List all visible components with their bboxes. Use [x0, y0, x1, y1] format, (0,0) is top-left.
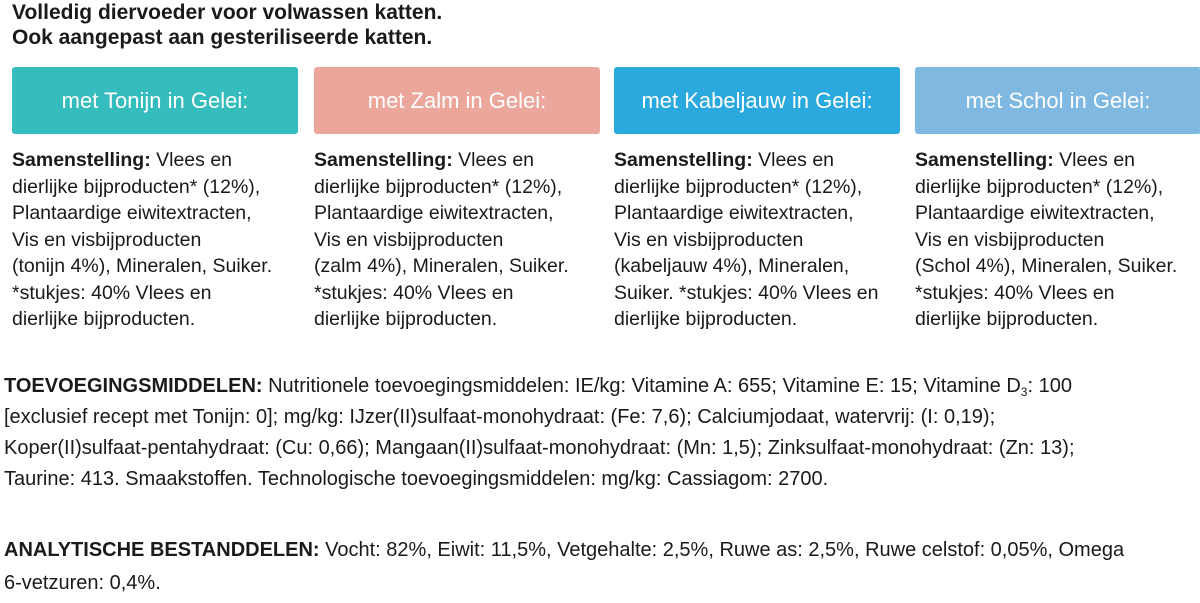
composition-line: dierlijke bijproducten.	[614, 308, 798, 330]
composition-line: Plantaardige eiwitextracten,	[915, 202, 1155, 224]
composition-line: dierlijke bijproducten.	[12, 308, 196, 330]
composition-text	[915, 147, 1185, 333]
column-schol	[915, 67, 1200, 333]
additives-line: Taurine: 413. Smaakstoffen. Technologische toevoegingsmiddelen: mg/kg: Cassiagom: 2700.	[4, 468, 829, 490]
composition-line: (zalm 4%), Mineralen, Suiker.	[314, 255, 569, 277]
additives-line: [exclusief recept met Tonijn: 0]; mg/kg: IJzer(II)sulfaat-monohydraat: (Fe: 7,6); Calciumjodaat, watervrij: (I: 0,19);	[4, 406, 996, 428]
additives-text: : 100	[1027, 375, 1072, 397]
composition-line: *stukjes: 40% Vlees en	[12, 281, 212, 304]
composition-text	[314, 147, 614, 333]
additives-line	[4, 371, 1200, 402]
column-header: met Tonijn in Gelei:	[12, 67, 298, 134]
subscript: 3	[1020, 385, 1028, 399]
composition-line: (kabeljauw 4%), Mineralen,	[614, 255, 850, 277]
intro-text	[12, 0, 442, 50]
composition-line: Vis en visbijproducten	[12, 228, 202, 251]
column-header: met Schol in Gelei:	[915, 67, 1200, 134]
analytic-text: Vocht: 82%, Eiwit: 11,5%, Vetgehalte: 2,5%, Ruwe as: 2,5%, Ruwe celstof: 0,05%, Omega	[319, 539, 1125, 561]
column-tonijn	[12, 67, 298, 333]
analytic-label: ANALYTISCHE BESTANDDELEN:	[4, 539, 320, 561]
analytic-line	[4, 534, 1200, 567]
analytic-section	[4, 534, 1200, 600]
composition-label: Samenstelling:	[614, 149, 753, 171]
composition-line: Vlees en	[752, 149, 835, 171]
composition-line: Plantaardige eiwitextracten,	[314, 202, 554, 224]
composition-label: Samenstelling:	[915, 149, 1054, 171]
composition-label: Samenstelling:	[314, 149, 453, 171]
composition-text	[614, 147, 914, 333]
composition-line: dierlijke bijproducten* (12%),	[915, 175, 1164, 198]
composition-line: *stukjes: 40% Vlees en	[915, 281, 1115, 304]
analytic-line: 6-vetzuren: 0,4%.	[4, 572, 161, 594]
variant-columns	[12, 67, 1200, 337]
composition-label: Samenstelling:	[12, 149, 151, 171]
column-zalm	[314, 67, 600, 333]
composition-line: Vis en visbijproducten	[314, 228, 504, 251]
composition-line: dierlijke bijproducten.	[915, 308, 1099, 330]
composition-text	[12, 147, 312, 333]
composition-line: Vis en visbijproducten	[614, 228, 804, 251]
composition-line: *stukjes: 40% Vlees en	[314, 281, 514, 304]
composition-line: Vlees en	[1053, 149, 1136, 171]
composition-line: Vlees en	[150, 149, 233, 171]
additives-text: Nutritionele toevoegingsmiddelen: IE/kg: Vitamine A: 655; Vitamine E: 15; Vitamine D	[262, 375, 1021, 397]
composition-line: Plantaardige eiwitextracten,	[12, 202, 252, 224]
composition-line: dierlijke bijproducten* (12%),	[12, 175, 261, 198]
additives-label: TOEVOEGINGSMIDDELEN:	[4, 375, 263, 397]
composition-line: dierlijke bijproducten* (12%),	[614, 175, 863, 198]
composition-line: dierlijke bijproducten.	[314, 308, 498, 330]
intro-line-1: Volledig diervoeder voor volwassen katten.	[12, 1, 443, 24]
composition-line: Vis en visbijproducten	[915, 228, 1105, 251]
composition-line: dierlijke bijproducten* (12%),	[314, 175, 563, 198]
column-header: met Zalm in Gelei:	[314, 67, 600, 134]
column-kabeljauw	[614, 67, 900, 333]
column-header: met Kabeljauw in Gelei:	[614, 67, 900, 134]
composition-line: (tonijn 4%), Mineralen, Suiker.	[12, 255, 273, 277]
additives-section	[4, 371, 1200, 495]
composition-line: Vlees en	[452, 149, 535, 171]
composition-line: Suiker. *stukjes: 40% Vlees en	[614, 281, 879, 304]
intro-line-2: Ook aangepast aan gesteriliseerde katten.	[12, 26, 433, 49]
additives-line: Koper(II)sulfaat-pentahydraat: (Cu: 0,66); Mangaan(II)sulfaat-monohydraat: (Mn: 1,5); Zinksulfaat-monohydraat: (Zn: 13);	[4, 437, 1075, 459]
composition-line: (Schol 4%), Mineralen, Suiker.	[915, 255, 1178, 277]
composition-line: Plantaardige eiwitextracten,	[614, 202, 854, 224]
